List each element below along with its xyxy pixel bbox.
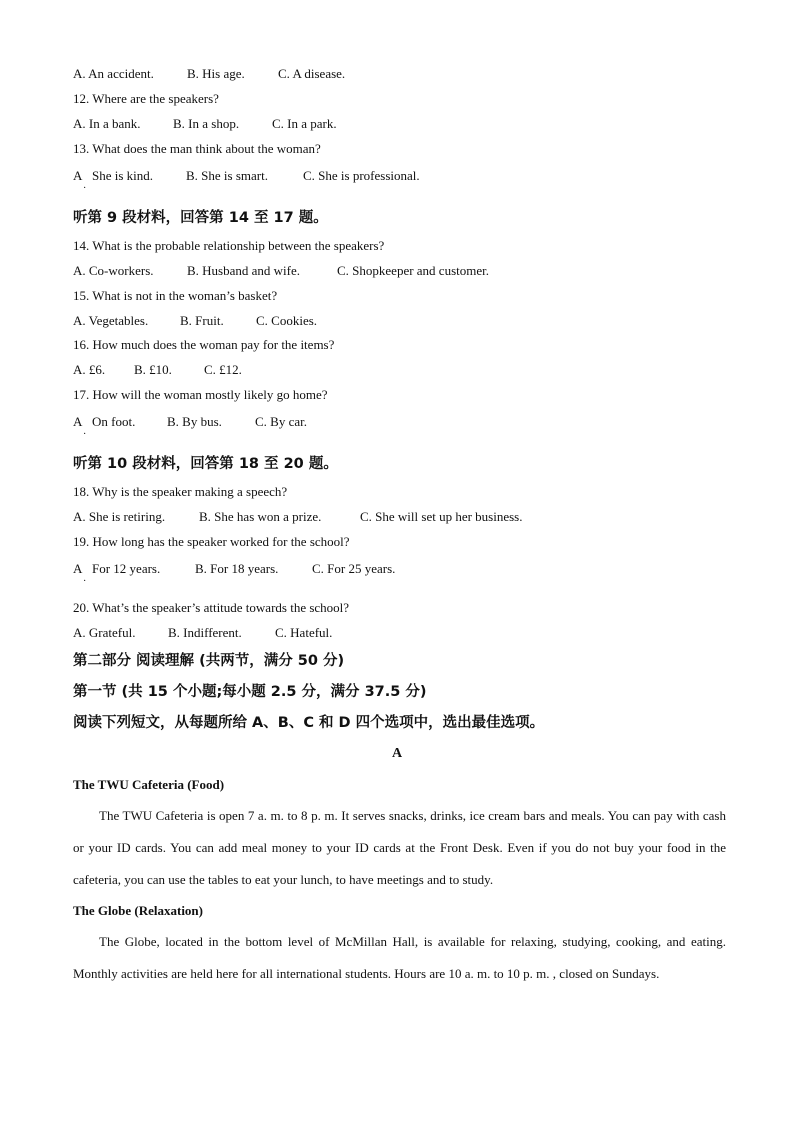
- q20-option-a: A. Grateful.: [73, 625, 136, 640]
- q19-option-a: For 12 years.: [92, 561, 161, 576]
- q13-option-c: C. She is professional.: [303, 168, 420, 183]
- q15-option-b: B. Fruit.: [180, 313, 224, 328]
- dot-mark: ·: [83, 576, 87, 587]
- passage-label: A: [391, 746, 403, 761]
- q12-option-a: A. In a bank.: [73, 116, 141, 131]
- q11-option-c: C. A disease.: [278, 66, 346, 81]
- globe-title: The Globe (Relaxation): [73, 903, 203, 918]
- q16-question: 16. How much does the woman pay for the items?: [73, 337, 335, 352]
- q11-option-b: B. His age.: [187, 66, 245, 81]
- q17-option-b: B. By bus.: [167, 414, 222, 429]
- q20-question: 20. What’s the speaker’s attitude towards the school?: [73, 600, 350, 615]
- q17-option-a: On foot.: [92, 414, 136, 429]
- q13-option-a: She is kind.: [92, 168, 154, 183]
- q12-option-c: C. In a park.: [272, 116, 337, 131]
- q15-question: 15. What is not in the woman’s basket?: [73, 288, 278, 303]
- instruction: 阅读下列短文，从每题所给 A、B、C 和 D 四个选项中，选出最佳选项。: [73, 715, 545, 731]
- section9-heading: 听第 9 段材料，回答第 14 至 17 题。: [73, 210, 328, 226]
- q19-option-a-letter: A: [73, 561, 83, 576]
- q14-option-c: C. Shopkeeper and customer.: [337, 263, 489, 278]
- dot-mark: ·: [83, 429, 87, 440]
- q12-question: 12. Where are the speakers?: [73, 91, 219, 106]
- q14-option-a: A. Co-workers.: [73, 263, 154, 278]
- q18-option-b: B. She has won a prize.: [199, 509, 322, 524]
- q19-question: 19. How long has the speaker worked for the school?: [73, 534, 350, 549]
- q12-option-b: B. In a shop.: [173, 116, 240, 131]
- q14-option-b: B. Husband and wife.: [187, 263, 301, 278]
- cafeteria-text: The TWU Cafeteria is open 7 a. m. to 8 p. m. It serves snacks, drinks, ice cream bars and meals. You can pay with cash or your ID cards. You can add meal money to your ID cards at the Front Desk. Even if you do not buy your food in the cafeteria, you can use the tables to eat your lunch, to have meetings and to study.: [73, 808, 726, 887]
- section1-heading: 第一节 (共 15 个小题;每小题 2.5 分，满分 37.5 分): [73, 684, 427, 700]
- q15-option-c: C. Cookies.: [256, 313, 318, 328]
- q18-option-a: A. She is retiring.: [73, 509, 166, 524]
- dot-mark: ·: [83, 183, 87, 194]
- q14-question: 14. What is the probable relationship between the speakers?: [73, 238, 385, 253]
- q13-question: 13. What does the man think about the woman?: [73, 141, 321, 156]
- globe-paragraph: [73, 926, 726, 990]
- globe-text: The Globe, located in the bottom level of McMillan Hall, is available for relaxing, studying, cooking, and eating. Monthly activities are held here for all international students. Hours are 10 a. m. to 10 p. m. , closed on Sundays.: [73, 934, 726, 981]
- q17-question: 17. How will the woman mostly likely go home?: [73, 387, 328, 402]
- q19-option-c: C. For 25 years.: [312, 561, 396, 576]
- q20-option-c: C. Hateful.: [275, 625, 333, 640]
- q18-option-c: C. She will set up her business.: [360, 509, 523, 524]
- q13-option-b: B. She is smart.: [186, 168, 268, 183]
- q19-option-b: B. For 18 years.: [195, 561, 279, 576]
- q18-question: 18. Why is the speaker making a speech?: [73, 484, 288, 499]
- q16-option-c: C. £12.: [204, 362, 242, 377]
- part2-heading: 第二部分 阅读理解 (共两节，满分 50 分): [73, 653, 345, 669]
- q16-option-a: A. £6.: [73, 362, 106, 377]
- q17-option-a-letter: A: [73, 414, 83, 429]
- q17-option-c: C. By car.: [255, 414, 307, 429]
- section10-heading: 听第 10 段材料，回答第 18 至 20 题。: [73, 456, 338, 472]
- cafeteria-paragraph: [73, 800, 726, 896]
- q15-option-a: A. Vegetables.: [73, 313, 149, 328]
- q20-option-b: B. Indifferent.: [168, 625, 242, 640]
- cafeteria-title: The TWU Cafeteria (Food): [73, 777, 225, 792]
- q16-option-b: B. £10.: [134, 362, 172, 377]
- q13-option-a-letter: A: [73, 168, 83, 183]
- q11-option-a: A. An accident.: [73, 66, 154, 81]
